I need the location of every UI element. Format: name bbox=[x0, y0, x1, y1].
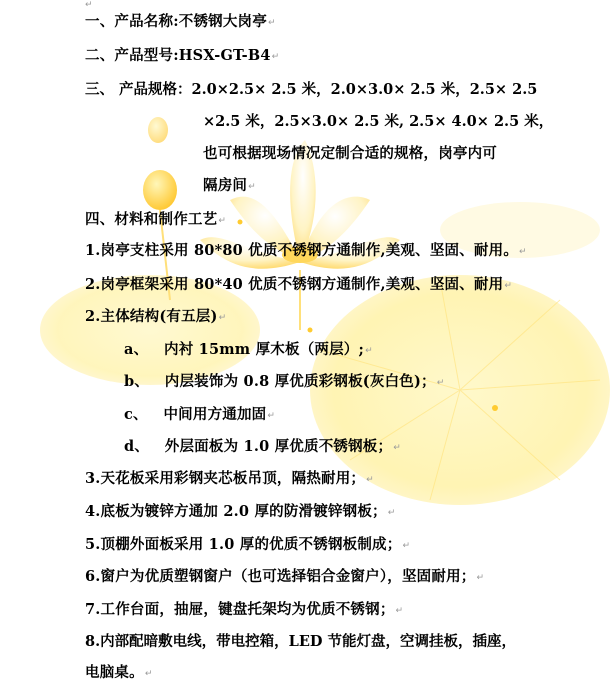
material-item-8-cont: 电脑桌。↵ bbox=[85, 664, 153, 681]
paragraph-mark: ↵ bbox=[393, 443, 401, 453]
structure-layer-d: d、 外层面板为 1.0 厚优质不锈钢板；↵ bbox=[124, 438, 401, 455]
structure-layer-b: b、 内层装饰为 0.8 厚优质彩钢板(灰白色)；↵ bbox=[124, 373, 445, 390]
paragraph-mark: ↵ bbox=[144, 669, 153, 679]
paragraph-mark: ↵ bbox=[218, 216, 227, 226]
paragraph-mark: ↵ bbox=[402, 541, 411, 551]
material-item-8: 8.内部配暗敷电线，带电控箱，LED 节能灯盘，空调挂板，插座， bbox=[85, 633, 517, 650]
material-item-4: 4.底板为镀锌方通加 2.0 厚的防滑镀锌钢板；↵ bbox=[85, 503, 396, 520]
main-structure-heading: 2.主体结构(有五层)↵ bbox=[85, 308, 227, 325]
paragraph-mark: ↵ bbox=[436, 378, 445, 388]
paragraph-mark: ↵ bbox=[504, 281, 513, 291]
structure-layer-a: a、 内衬 15mm 厚木板（两层）;↵ bbox=[124, 341, 373, 358]
material-item-6: 6.窗户为优质塑钢窗户（也可选择铝合金窗户），坚固耐用；↵ bbox=[85, 568, 485, 585]
material-item-5: 5.顶棚外面板采用 1.0 厚的优质不锈钢板制成；↵ bbox=[85, 536, 411, 553]
product-name-line: 一、产品名称:不锈钢大岗亭↵ bbox=[85, 13, 276, 30]
structure-layer-c: c、 中间用方通加固↵ bbox=[124, 406, 276, 423]
material-item-7: 7.工作台面，抽屉，键盘托架均为优质不锈钢；↵ bbox=[85, 601, 404, 618]
product-spec-line-2: ×2.5 米，2.5×3.0× 2.5 米, 2.5× 4.0× 2.5 米， bbox=[203, 113, 554, 130]
materials-heading: 四、材料和制作工艺↵ bbox=[85, 211, 227, 228]
paragraph-mark: ↵ bbox=[267, 411, 276, 421]
product-model-line: 二、产品型号:HSX-GT-B4↵ bbox=[85, 47, 280, 64]
paragraph-mark: ↵ bbox=[395, 606, 404, 616]
paragraph-mark: ↵ bbox=[267, 18, 276, 28]
paragraph-mark: ↵ bbox=[271, 52, 280, 62]
paragraph-mark: ↵ bbox=[365, 346, 373, 356]
product-spec-line-3: 也可根据现场情况定制合适的规格，岗亭内可 bbox=[203, 145, 497, 162]
product-spec-line-1: 三、 产品规格：2.0×2.5× 2.5 米，2.0×3.0× 2.5 米，2.5× 2.5 bbox=[85, 81, 538, 98]
material-item-2: 2.岗亭框架采用 80*40 优质不锈钢方通制作,美观、坚固、耐用↵ bbox=[85, 276, 513, 293]
paragraph-mark: ↵ bbox=[519, 247, 527, 257]
paragraph-mark: ↵ bbox=[218, 313, 227, 323]
material-item-3: 3.天花板采用彩钢夹芯板吊顶，隔热耐用；↵ bbox=[85, 470, 374, 487]
paragraph-mark: ↵ bbox=[387, 508, 396, 518]
paragraph-mark: ↵ bbox=[366, 475, 374, 485]
product-spec-line-4: 隔房间↵ bbox=[203, 177, 256, 194]
paragraph-mark: ↵ bbox=[476, 573, 485, 583]
top-line-mark: ↵ bbox=[85, 0, 93, 10]
material-item-1: 1.岗亭支柱采用 80*80 优质不锈钢方通制作,美观、坚固、耐用。↵ bbox=[85, 242, 527, 259]
paragraph-mark: ↵ bbox=[248, 182, 256, 192]
